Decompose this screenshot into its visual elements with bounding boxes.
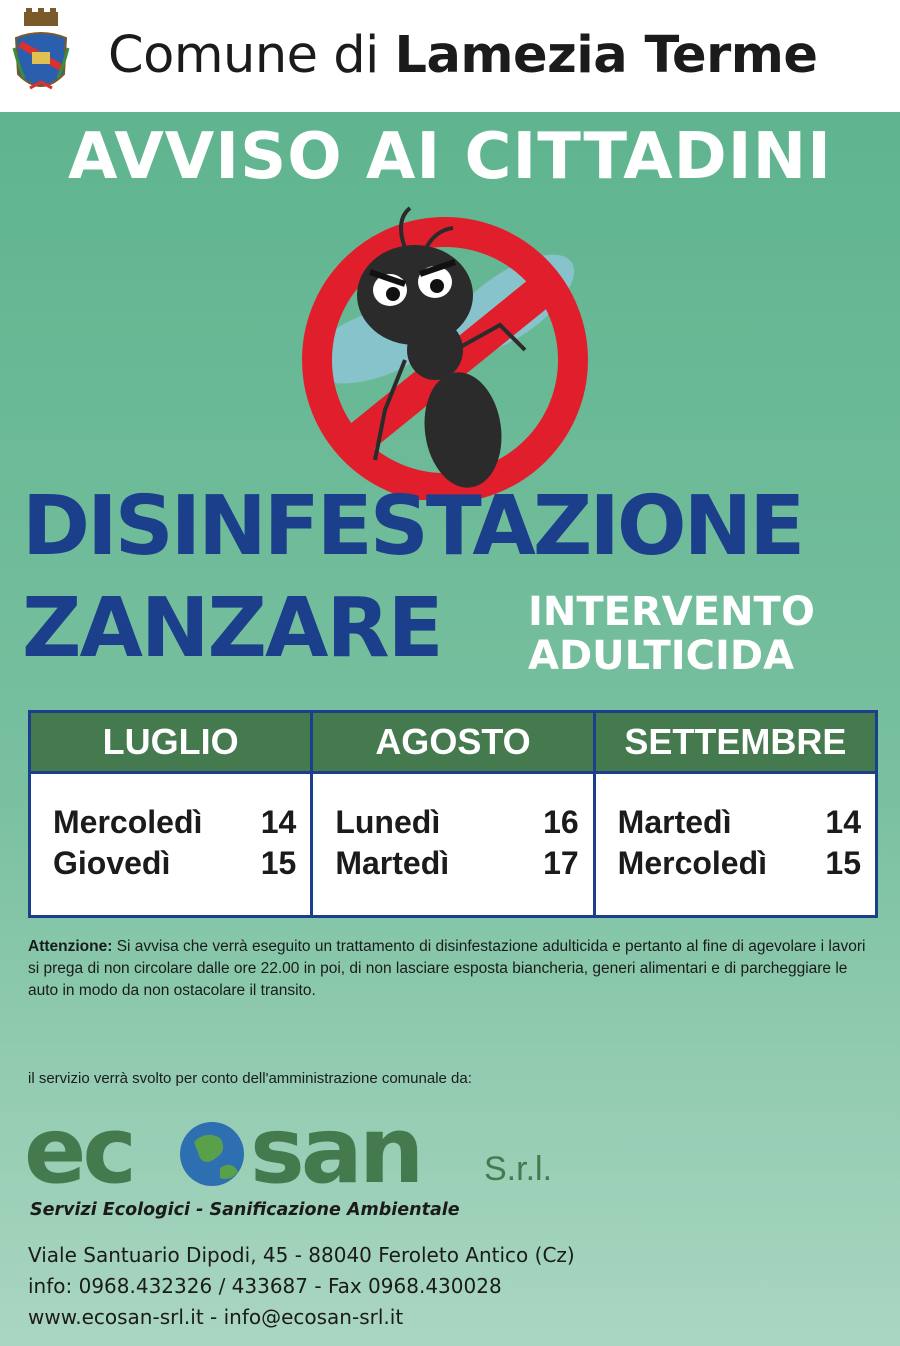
headline: AVVISO AI CITTADINI: [68, 120, 832, 194]
schedule-row: [335, 843, 578, 884]
main-title-line2: ZANZARE: [22, 581, 442, 676]
schedule-column-august: [313, 713, 595, 915]
company-address: Viale Santuario Dipodi, 45 - 88040 Feroleto Antico (Cz): [28, 1243, 575, 1267]
no-mosquito-icon: [285, 200, 615, 500]
day-name: Martedì: [335, 845, 450, 881]
municipal-crest-icon: [10, 8, 72, 102]
day-name: Giovedì: [53, 845, 171, 881]
day-name: Mercoledì: [53, 804, 203, 840]
logo-text-ec: ec: [24, 1110, 133, 1200]
main-title: DISINFESTAZIONE: [22, 479, 803, 574]
schedule-days: [313, 774, 592, 915]
schedule-row: [618, 843, 861, 884]
contact-info: [28, 1240, 575, 1333]
header-title: [108, 26, 817, 85]
header-title-prefix: Comune di: [108, 26, 395, 85]
schedule-column-september: [596, 713, 875, 915]
globe-icon: [180, 1122, 244, 1186]
day-name: Lunedì: [335, 804, 441, 840]
day-name: Martedì: [617, 804, 732, 840]
schedule-row: [53, 843, 296, 884]
logo-text-san: san: [250, 1110, 421, 1200]
schedule-column-july: [31, 713, 313, 915]
schedule-row: [53, 802, 296, 843]
day-date: 14: [260, 804, 297, 840]
company-suffix: S.r.l.: [484, 1150, 553, 1188]
subtitle-line2: ADULTICIDA: [528, 633, 795, 679]
day-date: 14: [825, 804, 861, 840]
header-bar: [0, 0, 900, 112]
schedule-days: [596, 774, 875, 915]
notice-body: Si avvisa che verrà eseguito un trattamento di disinfestazione adulticida e pertanto al fine di agevolare i lavori si prega di non circolare dalle ore 22.00 in poi, di non lasciare esposta biancheria, generi alimentari e di parcheggiare le auto in modo da non ostacolare il transito.: [28, 938, 866, 999]
schedule-table: [28, 710, 878, 918]
notice-label: Attenzione:: [28, 938, 113, 955]
company-phone: info: 0968.432326 / 433687 - Fax 0968.430028: [28, 1274, 502, 1298]
month-header: AGOSTO: [313, 713, 592, 774]
header-title-city: Lamezia Terme: [394, 26, 818, 85]
schedule-row: [335, 802, 578, 843]
day-name: Mercoledì: [617, 845, 768, 881]
month-header: LUGLIO: [31, 713, 310, 774]
service-text: il servizio verrà svolto per conto dell'amministrazione comunale da:: [28, 1070, 472, 1087]
notice-text: [28, 936, 876, 1002]
schedule-days: [31, 774, 310, 915]
day-date: 16: [543, 804, 579, 840]
day-date: 15: [260, 845, 297, 881]
day-date: 17: [543, 845, 579, 881]
month-header: SETTEMBRE: [596, 713, 875, 774]
company-web[interactable]: www.ecosan-srl.it - info@ecosan-srl.it: [28, 1305, 404, 1329]
company-tagline: Servizi Ecologici - Sanificazione Ambientale: [30, 1200, 460, 1220]
subtitle: [528, 590, 878, 678]
schedule-row: [618, 802, 861, 843]
day-date: 15: [825, 845, 861, 881]
subtitle-line1: INTERVENTO: [528, 589, 815, 635]
